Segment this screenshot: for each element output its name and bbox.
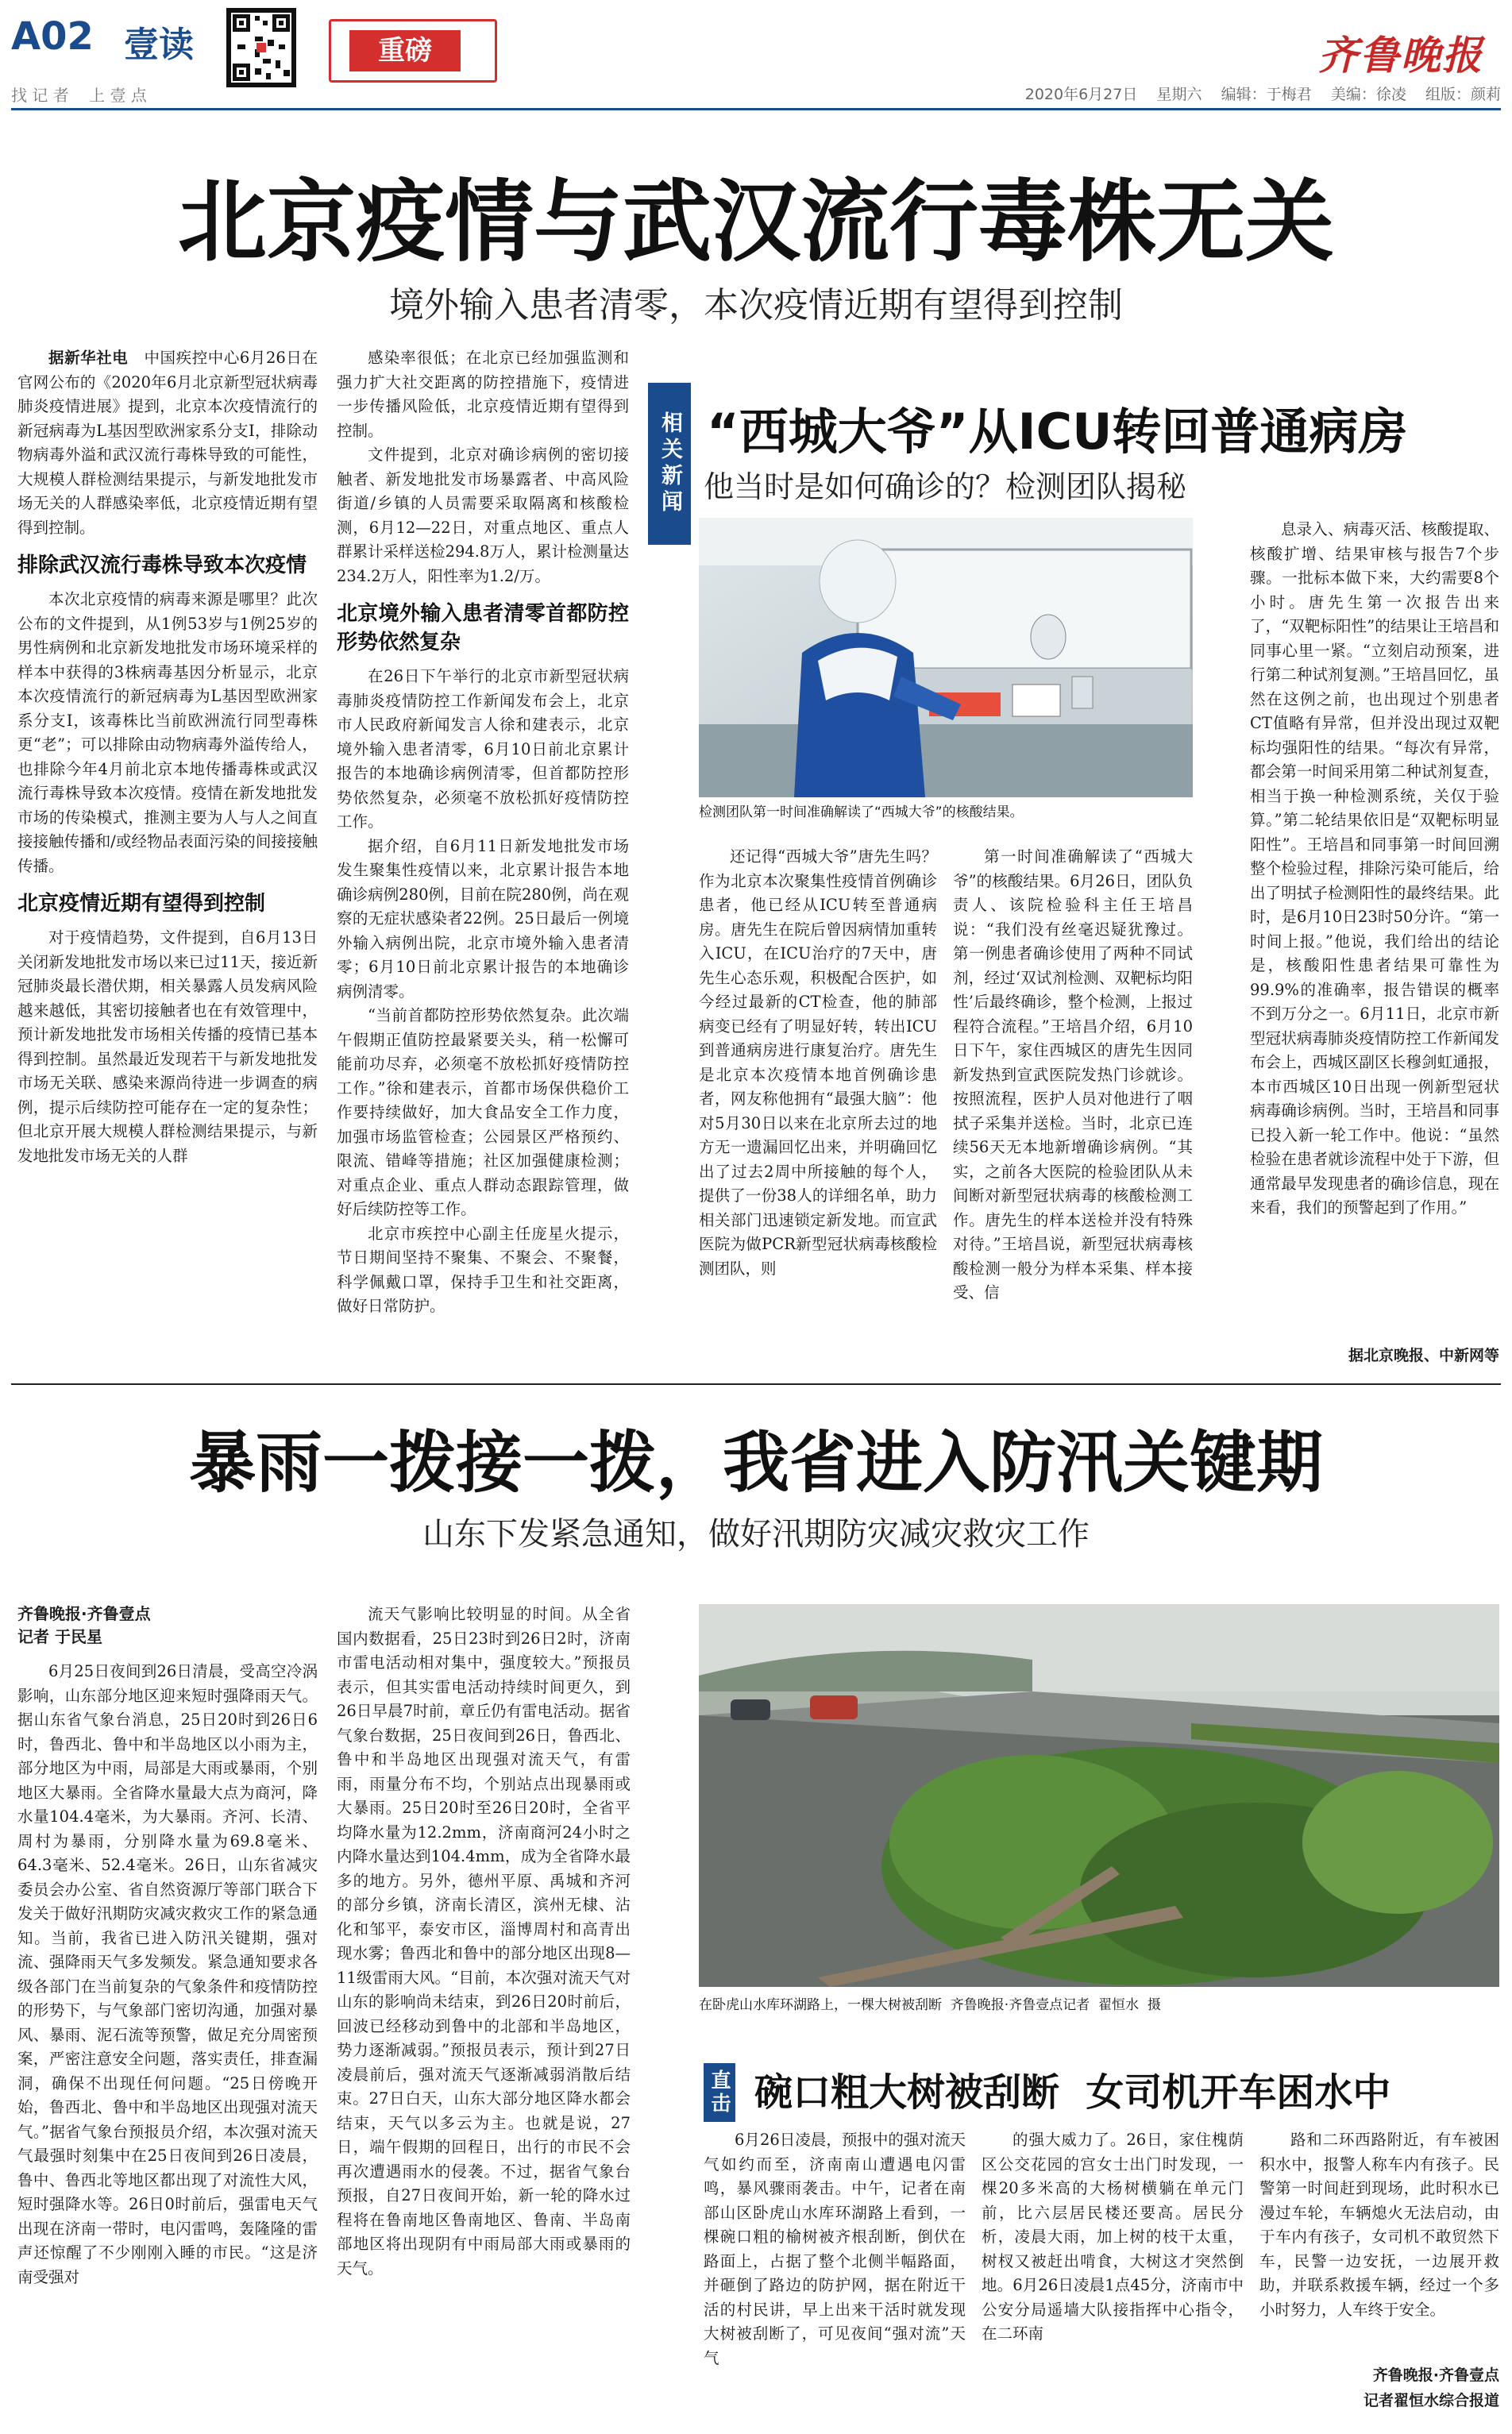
story3-col2-text: 流天气影响比较明显的时间。从全省国内数据看，25日23时到26日2时，济南市雷电活动相对集中，强度较大。”预报员表示，但其实雷电活动持续时间更久，到26日早晨7时前，章丘仍有雷电活动。据省气象台数据，25日夜间到26日，鲁西北、鲁中和半岛地区出现强对流天气，有雷雨，雨量分布不均，个别站点出现暴雨或大暴雨。25日20时至26日20时，全省平均降水量为12.2mm，济南商河24小时之内降水量达到104.4mm，成为全省降水最多的地方。另外，德州平原、禹城和齐河的部分乡镇，济南长清区，滨州无棣、沾化和邹平，泰安市区，淄博周村和高青出现水雾；鲁西北和鲁中的部分地区出现8—11级雷雨大风。“目前，本次强对流天气对山东的影响尚未结束，到26日20时前后，回波已经移动到鲁中的北部和半岛地区，势力逐渐减弱。”预报员表示，预计到27日凌晨前后，强对流天气逐渐减弱消散后结束。27日白天，山东大部分地区降水都会结束，天气以多云为主。也就是说，27日，端午假期的回程日，出行的市民不会再次遭遇雨水的侵袭。不过，据省气象台预报，自27日夜间开始，新一轮的降水过程将在鲁南地区鲁南地区、鲁南、半岛南部地区将出现阴有中雨局部大雨或暴雨的天气。 (337, 1605, 631, 2278)
story1-col1-p1: 中国疾控中心6月26日在官网公布的《2020年6月北京新型冠状病毒肺炎疫情进展》提到，北京本次疫情流行的新冠病毒为L基因型欧洲家系分支Ⅰ，排除动物病毒外溢和武汉流行毒株导致的可能性，大规模人群检测结果提示，与新发地批发市场无关的人群感染率低，北京疫情近期有望得到控制。 (17, 349, 318, 537)
story3-col1-text: 6月25日夜间到26日清晨，受高空冷涡影响，山东部分地区迎来短时强降雨天气。据山东省气象台消息，25日20时到26日6时，鲁西北、鲁中和半岛地区以小雨为主，部分地区为中雨，局部是大雨或暴雨，个别地区大暴雨。全省降水量最大点为商河，降水量104.4毫米，为大暴雨。齐河、长清、周村为暴雨，分别降水量为69.8毫米、64.3毫米、52.4毫米。26日，山东省减灾委员会办公室、省自然资源厅等部门联合下发关于做好汛期防灾减灾救灾工作的紧急通知。当前，我省已进入防汛关键期，强对流、强降雨天气多发频发。紧急通知要求各级各部门在当前复杂的气象条件和疫情防控的形势下，与气象部门密切沟通，加强对暴风、暴雨、泥石流等预警，做足充分周密预案，严密注意安全问题，落实责任，排查漏洞，确保不出现任何问题。“25日傍晚开始，鲁西北、鲁中和半岛地区出现强对流天气。”据省气象台预报员介绍，本次强对流天气最强时刻集中在25日夜间到26日凌晨，鲁中、鲁西北等地区都出现了对流性大风，短时强降水等。26日0时前后，强雷电天气出现在济南一带时，电闪雷鸣，轰隆隆的雷声还惊醒了不少刚刚入睡的市民。“这是济南受强对 (17, 1662, 318, 2286)
story1-col2-p3: 在26日下午举行的北京市新型冠状病毒肺炎疫情防控工作新闻发布会上，北京市人民政府新闻发言人徐和建表示，北京境外输入患者清零，6月10日前北京累计报告的本地确诊病例清零，但首都防控形势依然复杂，必须毫不放松抓好疫情防控工作。 (337, 667, 629, 831)
section-divider (11, 1383, 1501, 1385)
story4-column-2 (982, 2128, 1244, 2422)
story1-subhead-3: 北京境外输入患者清零首都防控形势依然复杂 (337, 602, 629, 654)
story2-column-1 (699, 845, 937, 1369)
story4-column-1 (704, 2128, 966, 2422)
fallen-tree-caption: 在卧虎山水库环湖路上，一棵大树被刮断 齐鲁晚报·齐鲁壹点记者 翟恒水 摄 (699, 1997, 1161, 2013)
story1-column-1 (17, 346, 318, 1363)
headline-rainstorm: 暴雨一拨接一拨，我省进入防汛关键期 (188, 1424, 1323, 1502)
page-number: A02 (11, 14, 94, 59)
story3-byline-1: 齐鲁晚报·齐鲁壹点 (17, 1604, 151, 1623)
subhead-beijing: 境外输入患者清零，本次疫情近期有望得到控制 (389, 285, 1123, 326)
story4-credit-2: 记者翟恒水综合报道 (1363, 2392, 1499, 2409)
story2-col2-text: 第一时间准确解读了“西城大爷”的核酸结果。6月26日，团队负责人、该院检验科主任王培昌说：“我们没有丝毫迟疑犹豫过。第一例患者确诊使用了两种不同试剂，经过‘双试剂检测、双靶标均阳性’后最终确诊，整个检测，上报过程符合流程。”王培昌介绍，6月10日下午，家住西城区的唐先生因同新发热到宣武医院发热门诊就诊。按照流程，医护人员对他进行了咽拭子采集并送检。当时，北京已连续56天无本地新增确诊病例。“其实，之前各大医院的检验团队从未间断对新型冠状病毒的核酸检测工作。唐先生的样本送检并没有特殊对待。”王培昌说，新型冠状病毒核酸检测一般分为样本采集、样本接受、信 (953, 847, 1193, 1302)
direct-hit-tag-label: 直击 (708, 2069, 731, 2116)
related-news-tag (648, 383, 691, 545)
story1-column-2 (337, 346, 629, 1363)
story1-subhead-2: 北京疫情近期有望得到控制 (17, 892, 266, 916)
story1-col2-p4: 据介绍，自6月11日新发地批发市场发生聚集性疫情以来，北京累计报告本地确诊病例280例，目前在院280例，尚在观察的无症状感染者22例。25日最后一例境外输入病例出院，北京市境外输入患者清零；6月10日前北京累计报告的本地确诊病例清零。 (337, 836, 629, 1001)
related-news-tag-label: 相关新闻 (658, 411, 682, 516)
story1-col2-p2: 文件提到，北京对确诊病例的密切接触者、新发地批发市场暴露者、中高风险街道/乡镇的人员需要采取隔离和核酸检测，6月12—22日，对重点地区、重点人群累计采样送检294.8万人，累计检测量达234.2万人，阳性率为1.2/万。 (337, 446, 629, 585)
story1-subhead-1: 排除武汉流行毒株导致本次疫情 (17, 554, 307, 577)
story1-col2-p1: 感染率很低；在北京已经加强监测和强力扩大社交距离的防控措施下，疫情进一步传播风险低，北京疫情近期有望得到控制。 (337, 349, 629, 440)
subhead-rainstorm: 山东下发紧急通知，做好汛期防灾减灾救灾工作 (422, 1516, 1090, 1553)
masthead-logo: 齐鲁晚报 (1318, 32, 1483, 79)
byline-xinhua: 据新华社电 (48, 349, 129, 367)
story3-column-2 (337, 1603, 631, 2422)
story1-col2-p5: “当前首都防控形势依然复杂。此次端午假期正值防控最紧要关头，稍一松懈可能前功尽弃，必须毫不放松抓好疫情防控工作。”徐和建表示，首都市场保供稳价工作要持续做好，加大食品安全工作力度，加强市场监管检查；公园景区严格预约、限流、错峰等措施；社区加强健康检测；对重点企业、重点人群动态跟踪管理，做好后续防控等工作。 (337, 1006, 629, 1218)
story3-byline-2: 记者 于民星 (17, 1627, 102, 1646)
qr-code-icon[interactable] (226, 8, 296, 87)
headline-tree-snapped: 碗口粗大树被刮断 女司机开车困水中 (754, 2070, 1391, 2115)
subhead-xicheng: 他当时是如何确诊的？检测团队揭秘 (704, 469, 1187, 504)
story1-col1-p2: 本次北京疫情的病毒来源是哪里？此次公布的文件提到，从1例53岁与1例25岁的男性病例和北京新发地批发市场环境采样的样本中获得的3株病毒基因分析显示，北京本次疫情流行的新冠病毒为L基因型欧洲家系分支Ⅰ，该毒株比当前欧洲流行同型毒株更“老”；可以排除由动物病毒外溢传给人，也排除今年4月前北京本地传播毒株或武汉流行毒株导致本次疫情。疫情在新发地批发市场的传染模式，推测主要为人与人之间直接接触传播和/或经物品表面污染的间接接触传播。 (17, 590, 318, 875)
header-tag: 重磅 (349, 30, 461, 71)
fallen-tree-photo (699, 1604, 1499, 1987)
story2-column-3 (1250, 518, 1499, 1344)
story1-col2-p6: 北京市疾控中心副主任庞星火提示，节日期间坚持不聚集、不聚会、不聚餐，科学佩戴口罩，保持手卫生和社交距离，做好日常防护。 (337, 1224, 629, 1315)
story4-column-3 (1259, 2128, 1499, 2335)
story4-col3-text: 路和二环西路附近，有车被困积水中，报警人称车内有孩子。民警第一时间赶到现场，此时积水已漫过车轮，车辆熄火无法启动，由于车内有孩子，女司机不敢贸然下车，民警一边安抚，一边展开救助，并联系救援车辆，经过一个多小时努力，人车终于安全。 (1259, 2131, 1499, 2319)
story4-col2-text: 的强大威力了。26日，家住槐荫区公交花园的宫女士出门时发现，一棵20多米高的大杨树横躺在单元门前，比六层居民楼还要高。居民分析，凌晨大雨，加上树的枝干太重，树杈又被赶出啃食，大树这才突然倒地。6月26日凌晨1点45分，济南市中公安分局遥墙大队接指挥中心指令，在二环南 (982, 2131, 1244, 2343)
headline-beijing: 北京疫情与武汉流行毒株无关 (178, 171, 1334, 274)
header-tagline: 找 记 者 上 壹 点 (11, 86, 147, 105)
story2-credit: 据北京晚报、中新网等 (1348, 1347, 1499, 1364)
direct-hit-tag (704, 2063, 735, 2122)
story3-column-1 (17, 1603, 318, 2422)
story2-col3-text: 息录入、病毒灭活、核酸提取、核酸扩增、结果审核与报告7个步骤。一批标本做下来，大约需要8个小时。唐先生第一次报告出来了，“双靶标阳性”的结果让王培昌和同事心里一紧。“立刻启动预案，进行第二种试剂复测。”王培昌回忆，虽然在这例之前，也出现过个别患者CT值略有异常，但并没出现过双靶标均强阳性的结果。“每次有异常，都会第一时间采用第二种试剂复查，相当于换一种检测系统，关仅于验算。”第二轮结果依旧是“双靶标明显阳性”。王培昌和同事第一时间回溯整个检验过程，排除污染可能后，给出了明拭子检测阳性的最终结果。此时，是6月10日23时50分许。“第一时间上报。”他说，我们给出的结论是，核酸阳性患者结果可靠性为99.9%的准确率，报告错误的概率不到万分之一。6月11日，北京市新型冠状病毒肺炎疫情防控工作新闻发布会上，西城区副区长穆剑虹通报，本市西城区10日出现一例新型冠状病毒确诊病例。当时，王培昌和同事已投入新一轮工作中。他说：“虽然检验在患者就诊流程中处于下游，但通常最早发现患者的确诊信息，现在来看，我们的预警起到了作用。” (1250, 520, 1499, 1217)
header-rule (11, 108, 1501, 110)
story4-credit-1: 齐鲁晚报·齐鲁壹点 (1372, 2366, 1499, 2384)
story4-col1-text: 6月26日凌晨，预报中的强对流天气如约而至，济南南山遭遇电闪雷鸣，暴风骤雨袭击。中午，记者在南部山区卧虎山水库环湖路上看到，一棵碗口粗的榆树被齐根刮断，倒伏在路面上，占据了整个北侧半幅路面，并砸倒了路边的防护网，据在附近干活的村民讲，早上出来干活时就发现大树被刮断了，可见夜间“强对流”天气 (704, 2131, 966, 2367)
story2-col1-text: 还记得“西城大爷”唐先生吗？作为北京本次聚集性疫情首例确诊患者，他已经从ICU转至普通病房。唐先生在院后曾因病情加重转入ICU，在ICU治疗的7天中，唐先生心态乐观，积极配合医护，如今经过最新的CT检查，他的肺部病变已经有了明显好转，转出ICU到普通病房进行康复治疗。唐先生是北京本次疫情本地首例确诊患者，网友称他拥有“最强大脑”：他对5月30日以来在北京所去过的地方无一遗漏回忆出来，并明确回忆出了过去2周中所接触的每个人，提供了一份38人的详细名单，助力相关部门迅速锁定新发地。而宣武医院为做PCR新型冠状病毒核酸检测团队，则 (699, 847, 937, 1278)
lab-photo (699, 518, 1193, 797)
story1-col1-p3: 对于疫情趋势，文件提到，自6月13日关闭新发地批发市场以来已过11天，接近新冠肺炎最长潜伏期，相关暴露人员发病风险越来越低，其密切接触者也在有效管理中，预计新发地批发市场相关传播的疫情已基本得到控制。虽然最近发现若干与新发地批发市场无关联、感染来源尚待进一步调查的病例，提示后续防控可能存在一定的复杂性；但北京开展大规模人群检测结果提示，与新发地批发市场无关的人群 (17, 928, 318, 1165)
headline-xicheng: “西城大爷”从ICU转回普通病房 (707, 403, 1408, 461)
lab-photo-caption: 检测团队第一时间准确解读了“西城大爷”的核酸结果。 (699, 804, 1024, 820)
story2-column-2 (953, 845, 1193, 1369)
header-meta: 2020年6月27日 星期六 编辑：于梅君 美编：徐凌 组版：颜莉 (1024, 86, 1501, 103)
section-name: 壹读 (124, 25, 194, 65)
